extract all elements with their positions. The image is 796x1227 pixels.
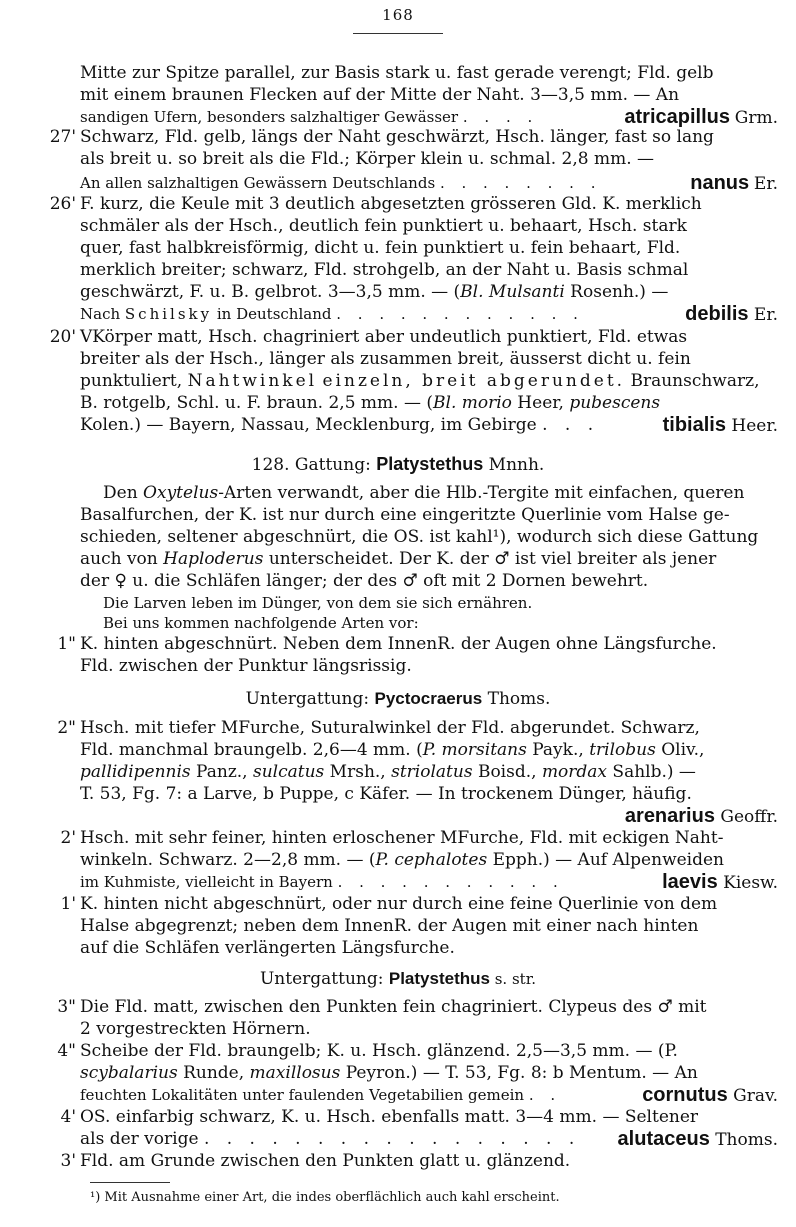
text-line: punktuliert, Nahtwinkel einzeln, breit abgerundet. Braunschwarz, bbox=[80, 371, 760, 391]
genus-heading: 128. Gattung: Platystethus Mnnh. bbox=[251, 454, 545, 475]
text-line: Fld. am Grunde zwischen den Punkten glatt u. glänzend. bbox=[80, 1151, 571, 1171]
couplet-number: 3' bbox=[60, 1151, 76, 1171]
text-line: geschwärzt, F. u. B. gelbrot. 3—3,5 mm. — (Bl. Mulsanti Rosenh.) — bbox=[80, 282, 669, 302]
text-line: Basalfurchen, der K. ist nur durch eine eingeritzte Querlinie vom Halse ge- bbox=[80, 505, 730, 525]
text-line: T. 53, Fg. 7: a Larve, b Puppe, c Käfer. — In trockenem Dünger, häufig. bbox=[80, 784, 692, 804]
text-line: Scheibe der Fld. braungelb; K. u. Hsch. glänzend. 2,5—3,5 mm. — (P. bbox=[80, 1041, 678, 1061]
key-line-species: Nach Schilsky in Deutschland . . . . . . . . . . . . debilis Er. bbox=[80, 303, 778, 325]
text-line: schmäler als der Hsch., deutlich fein punktiert u. behaart, Hsch. stark bbox=[80, 216, 687, 236]
text-line: 2 vorgestreckten Hörnern. bbox=[80, 1019, 311, 1039]
text-line: auch von Haploderus unterscheidet. Der K. der ♂ ist viel breiter als jener bbox=[80, 549, 717, 569]
couplet-number: 2' bbox=[60, 828, 76, 848]
text-line: Die Larven leben im Dünger, von dem sie sich ernähren. bbox=[103, 594, 533, 612]
species-name: alutaceus bbox=[617, 1128, 710, 1150]
couplet-number: 27' bbox=[49, 127, 76, 147]
text-line: mit einem braunen Flecken auf der Mitte der Naht. 3—3,5 mm. — An bbox=[80, 85, 680, 105]
species-name: debilis bbox=[685, 303, 749, 325]
text-line: Den Oxytelus-Arten verwandt, aber die Hlb.-Tergite mit einfachen, queren bbox=[103, 483, 745, 503]
key-line-species: sandigen Ufern, besonders salzhaltiger Gewässer . . . . atricapillus Grm. bbox=[80, 106, 778, 128]
text-line: schieden, seltener abgeschnürt, die OS. ist kahl¹), wodurch sich diese Gattung bbox=[80, 527, 759, 547]
text-line: scybalarius Runde, maxillosus Peyron.) — T. 53, Fg. 8: b Mentum. — An bbox=[80, 1063, 698, 1083]
text-line: K. hinten abgeschnürt. Neben dem InnenR. der Augen ohne Längsfurche. bbox=[80, 634, 717, 654]
subgenus-heading: Untergattung: Platystethus s. str. bbox=[259, 969, 536, 989]
couplet-number: 1" bbox=[57, 634, 76, 654]
key-line-species: arenarius Geoffr. bbox=[624, 805, 778, 827]
footnote: ¹) Mit Ausnahme einer Art, die indes oberflächlich auch kahl erscheint. bbox=[90, 1190, 560, 1205]
couplet-number: 3" bbox=[57, 997, 76, 1017]
key-line-species: im Kuhmiste, vielleicht in Bayern . . . . . . . . . . . laevis Kiesw. bbox=[80, 871, 778, 893]
text-line: der ♀ u. die Schläfen länger; der des ♂ oft mit 2 Dornen bewehrt. bbox=[80, 571, 649, 591]
text-line: Fld. zwischen der Punktur längsrissig. bbox=[80, 656, 412, 676]
text-line: Mitte zur Spitze parallel, zur Basis stark u. fast gerade verengt; Fld. gelb bbox=[80, 63, 714, 83]
couplet-number: 26' bbox=[49, 194, 76, 214]
text-line: VKörper matt, Hsch. chagriniert aber undeutlich punktiert, Fld. etwas bbox=[80, 327, 688, 347]
key-line-species: als der vorige . . . . . . . . . . . . . . . . . alutaceus Thoms. bbox=[80, 1128, 778, 1150]
text-line: Fld. manchmal braungelb. 2,6—4 mm. (P. morsitans Payk., trilobus Oliv., bbox=[80, 740, 705, 760]
text-line: merklich breiter; schwarz, Fld. strohgelb, an der Naht u. Basis schmal bbox=[80, 260, 689, 280]
text-line: K. hinten nicht abgeschnürt, oder nur durch eine feine Querlinie von dem bbox=[80, 894, 718, 914]
text-line: B. rotgelb, Schl. u. F. braun. 2,5 mm. — (Bl. morio Heer, pubescens bbox=[80, 393, 661, 413]
text-line: Halse abgegrenzt; neben dem InnenR. der Augen mit einer nach hinten bbox=[80, 916, 699, 936]
text-line: pallidipennis Panz., sulcatus Mrsh., striolatus Boisd., mordax Sahlb.) — bbox=[80, 762, 696, 782]
text-line: auf die Schläfen verlängerten Längsfurche. bbox=[80, 938, 455, 958]
key-line-species: feuchten Lokalitäten unter faulenden Vegetabilien gemein . . cornutus Grav. bbox=[80, 1084, 778, 1106]
header-rule bbox=[353, 33, 443, 34]
text-line: Hsch. mit tiefer MFurche, Suturalwinkel der Fld. abgerundet. Schwarz, bbox=[80, 718, 700, 738]
text-line: F. kurz, die Keule mit 3 deutlich abgesetzten grösseren Gld. K. merklich bbox=[80, 194, 702, 214]
key-line-species: Kolen.) — Bayern, Nassau, Mecklenburg, im Gebirge . . . tibialis Heer. bbox=[80, 414, 778, 436]
couplet-number: 1' bbox=[60, 894, 76, 914]
text-line: Hsch. mit sehr feiner, hinten erloschener MFurche, Fld. mit eckigen Naht- bbox=[80, 828, 724, 848]
text-line: breiter als der Hsch., länger als zusammen breit, äusserst dicht u. fein bbox=[80, 349, 691, 369]
couplet-number: 20' bbox=[49, 327, 76, 347]
couplet-number: 2" bbox=[57, 718, 76, 738]
text-line: winkeln. Schwarz. 2—2,8 mm. — (P. cephalotes Epph.) — Auf Alpenweiden bbox=[80, 850, 725, 870]
couplet-number: 4' bbox=[60, 1107, 76, 1127]
species-name: arenarius bbox=[624, 805, 715, 827]
text-line: Die Fld. matt, zwischen den Punkten fein chagriniert. Clypeus des ♂ mit bbox=[80, 997, 707, 1017]
subgenus-heading: Untergattung: Pyctocraerus Thoms. bbox=[245, 689, 551, 709]
text-line: OS. einfarbig schwarz, K. u. Hsch. ebenfalls matt. 3—4 mm. — Seltener bbox=[80, 1107, 699, 1127]
page-number: 168 bbox=[382, 6, 414, 24]
text-line: Schwarz, Fld. gelb, längs der Naht geschwärzt, Hsch. länger, fast so lang bbox=[80, 127, 714, 147]
species-name: cornutus bbox=[642, 1084, 728, 1106]
text-line: quer, fast halbkreisförmig, dicht u. fein punktiert u. fein behaart, Fld. bbox=[80, 238, 681, 258]
text-line: als breit u. so breit als die Fld.; Körper klein u. schmal. 2,8 mm. — bbox=[80, 149, 655, 169]
species-name: laevis bbox=[662, 871, 718, 893]
footnote-rule bbox=[90, 1182, 170, 1183]
text-line: Bei uns kommen nachfolgende Arten vor: bbox=[103, 614, 419, 632]
key-line-species: An allen salzhaltigen Gewässern Deutschlands . . . . . . . . nanus Er. bbox=[80, 172, 778, 194]
species-name: atricapillus bbox=[624, 106, 730, 128]
species-name: tibialis bbox=[662, 414, 726, 436]
couplet-number: 4" bbox=[57, 1041, 76, 1061]
species-name: nanus bbox=[690, 172, 750, 194]
